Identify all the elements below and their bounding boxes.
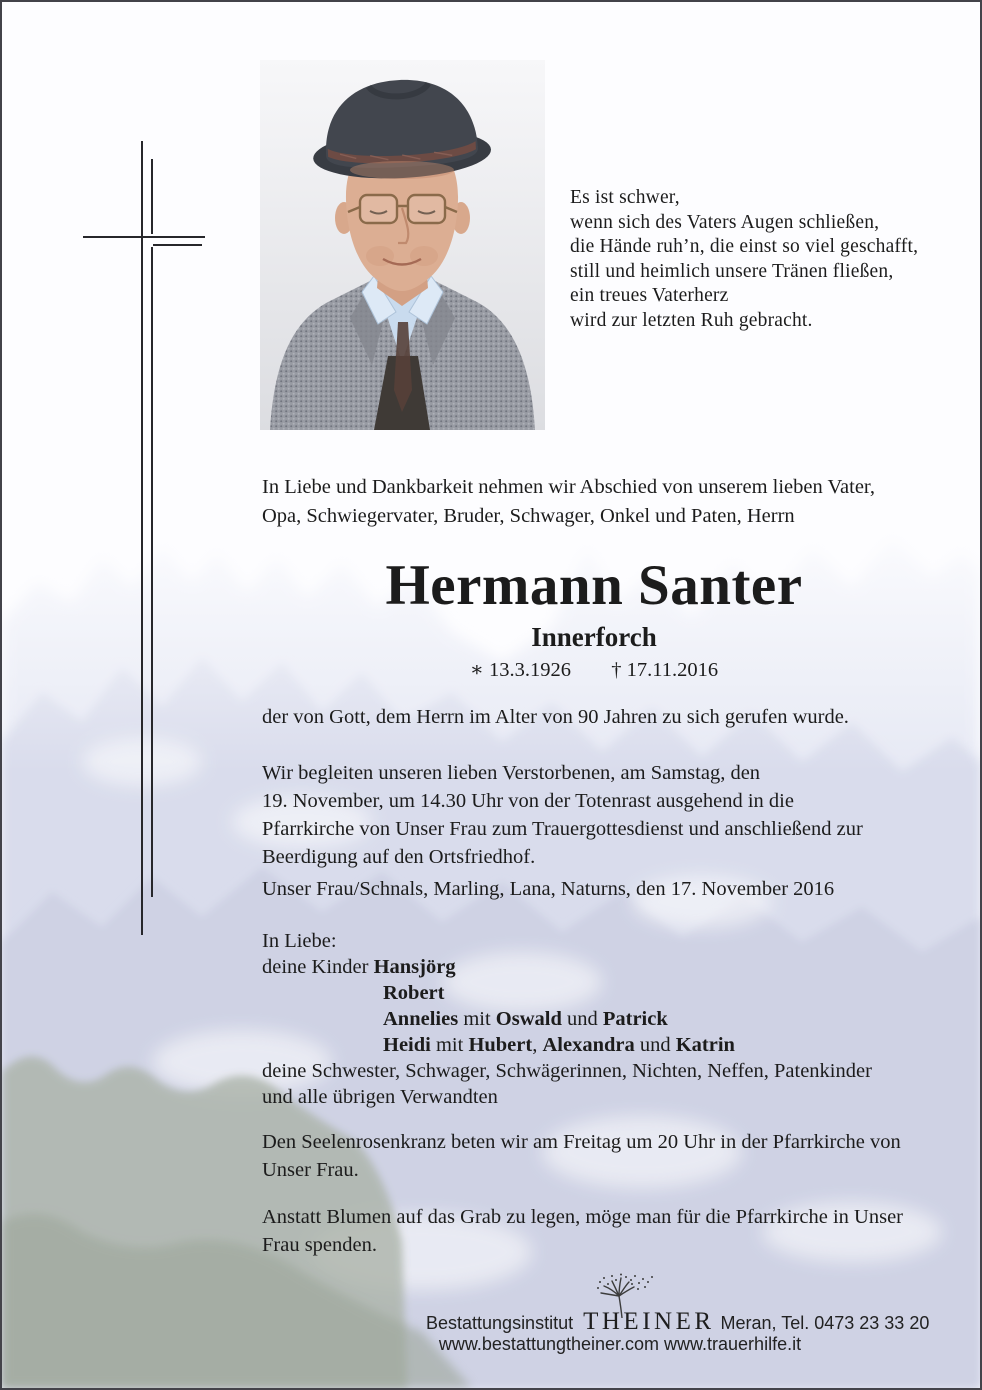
- family-row-text: deine Schwester, Schwager, Schwägerinnen, Nichten, Neffen, Patenkinder: [262, 1060, 872, 1082]
- donation-line: Anstatt Blumen auf das Grab zu legen, möge man für die Pfarrkirche in Unser: [262, 1206, 903, 1228]
- birth-symbol-icon: ∗: [469, 659, 484, 681]
- death-date: 17.11.2016: [626, 659, 719, 681]
- poem-line: die Hände ruh’n, die einst so viel geschafft,: [570, 236, 919, 258]
- donation-line: Frau spenden.: [262, 1234, 378, 1256]
- funeral-home-line: [426, 1308, 930, 1336]
- funeral-line: Beerdigung auf den Ortsfriedhof.: [262, 846, 536, 868]
- family-member-name: Katrin: [675, 1034, 735, 1056]
- rosary-paragraph: [262, 1128, 952, 1184]
- poem-line: wird zur letzten Ruh gebracht.: [570, 309, 813, 331]
- rosary-line: Den Seelenrosenkranz beten wir am Freitag um 20 Uhr in der Pfarrkirche von: [262, 1131, 901, 1153]
- funeral-line: Wir begleiten unseren lieben Verstorbenen, am Samstag, den: [262, 762, 761, 784]
- family-row-text: und alle übrigen Verwandten: [262, 1086, 498, 1108]
- funeral-home-websites: www.bestattungtheiner.com www.trauerhilfe.it: [438, 1334, 802, 1354]
- memorial-poem: [570, 186, 972, 334]
- family-member-name: Patrick: [602, 1008, 668, 1030]
- intro-line: Opa, Schwiegervater, Bruder, Schwager, Onkel und Paten, Herrn: [262, 505, 795, 527]
- family-row: [383, 1032, 952, 1058]
- farewell-intro: [262, 473, 942, 531]
- called-paragraph: der von Gott, dem Herrn im Alter von 90 Jahren zu sich gerufen wurde.: [262, 706, 849, 728]
- family-member-name: Robert: [383, 982, 445, 1004]
- rosary-line: Unser Frau.: [262, 1159, 359, 1181]
- portrait-photo: [260, 60, 545, 430]
- family-row-text: In Liebe:: [262, 930, 337, 952]
- family-row-text: ,: [532, 1034, 543, 1056]
- family-member-name: Heidi: [383, 1034, 431, 1056]
- funeral-line: Pfarrkirche von Unser Frau zum Trauergottesdienst und anschließend zur: [262, 818, 863, 840]
- funeral-home-location-phone: Meran, Tel. 0473 23 33 20: [720, 1313, 930, 1333]
- family-row-text: und: [561, 1008, 603, 1030]
- poem-line: Es ist schwer,: [570, 187, 680, 208]
- family-row: [262, 1058, 952, 1084]
- birth-date: 13.3.1926: [488, 659, 571, 681]
- family-row: [262, 928, 952, 954]
- family-member-name: Oswald: [495, 1008, 562, 1030]
- donation-paragraph: [262, 1203, 952, 1259]
- funeral-paragraph: [262, 759, 952, 871]
- mourners-list: [262, 928, 952, 1110]
- death-symbol-icon: †: [611, 659, 622, 681]
- family-row: [383, 1006, 952, 1032]
- family-member-name: Hubert: [468, 1034, 533, 1056]
- family-row-text: deine Kinder: [262, 956, 374, 978]
- family-row: [262, 1084, 952, 1110]
- funeral-home-brand: THEINER: [583, 1308, 715, 1335]
- family-row-text: und: [634, 1034, 676, 1056]
- family-member-name: Alexandra: [542, 1034, 635, 1056]
- places-and-date: Unser Frau/Schnals, Marling, Lana, Naturns, den 17. November 2016: [262, 878, 835, 900]
- family-row: [383, 980, 952, 1006]
- cross-icon: [81, 139, 207, 939]
- poem-line: ein treues Vaterherz: [570, 285, 729, 307]
- life-dates: [262, 657, 926, 682]
- funeral-line: 19. November, um 14.30 Uhr von der Totenrast ausgehend in die: [262, 790, 794, 812]
- family-member-name: Annelies: [383, 1008, 459, 1030]
- deceased-house-name: Innerforch: [531, 622, 657, 652]
- intro-line: In Liebe und Dankbarkeit nehmen wir Abschied von unserem lieben Vater,: [262, 476, 876, 498]
- family-row-text: mit: [430, 1034, 469, 1056]
- poem-line: still und heimlich unsere Tränen fließen,: [570, 260, 894, 282]
- family-row-text: mit: [458, 1008, 496, 1030]
- funeral-home-type: Bestattungsinstitut: [426, 1313, 574, 1333]
- family-member-name: Hansjörg: [373, 956, 456, 978]
- poem-line: wenn sich des Vaters Augen schließen,: [570, 211, 880, 233]
- family-row: [262, 954, 952, 980]
- deceased-name: Hermann Santer: [385, 554, 803, 617]
